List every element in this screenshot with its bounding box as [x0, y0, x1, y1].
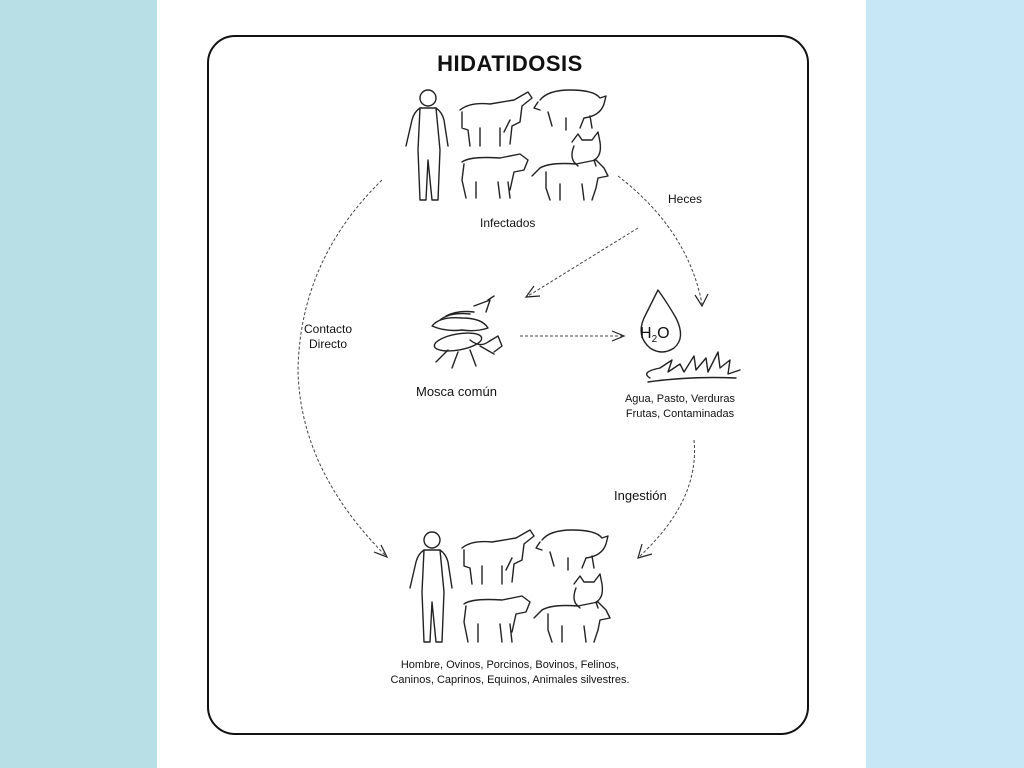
water-formula-o: O — [657, 325, 670, 342]
contaminated-line2: Frutas, Contaminadas — [625, 408, 735, 420]
bottom-horse-figure — [462, 530, 534, 584]
fly-label: Mosca común — [416, 384, 497, 399]
contact-direct-label — [290, 322, 366, 352]
bottom-pig-figure — [536, 530, 608, 570]
top-cow-figure — [462, 154, 528, 198]
ingestion-label: Ingestión — [614, 488, 667, 503]
fly-to-water-arrow — [520, 331, 624, 341]
water-formula-sub: 2 — [651, 334, 658, 346]
hosts-label — [360, 658, 660, 688]
bottom-cow-figure — [464, 596, 530, 642]
water-formula-h: H — [640, 325, 652, 342]
hosts-line2: Caninos, Caprinos, Equinos, Animales silvestres. — [390, 674, 630, 686]
diagram-title: HIDATIDOSIS — [437, 51, 583, 76]
contaminated-line1: Agua, Pasto, Verduras — [624, 393, 736, 405]
infected-label: Infectados — [480, 216, 536, 230]
top-horse-figure — [460, 92, 532, 146]
bottom-human-figure — [410, 532, 452, 642]
water-formula — [640, 326, 670, 347]
contact-label-line2: Directo — [308, 337, 347, 351]
fly-figure — [432, 296, 502, 368]
contact-direct-arrow — [298, 180, 387, 557]
contaminated-sources-label — [610, 392, 750, 422]
grass-figure — [647, 352, 740, 382]
top-human-figure — [406, 90, 448, 200]
feces-label: Heces — [668, 192, 703, 206]
feces-to-fly-arrow — [526, 228, 638, 297]
top-pig-figure — [534, 90, 606, 130]
hosts-line1: Hombre, Ovinos, Porcinos, Bovinos, Felinos, — [400, 659, 620, 671]
contact-label-line1: Contacto — [303, 322, 353, 336]
